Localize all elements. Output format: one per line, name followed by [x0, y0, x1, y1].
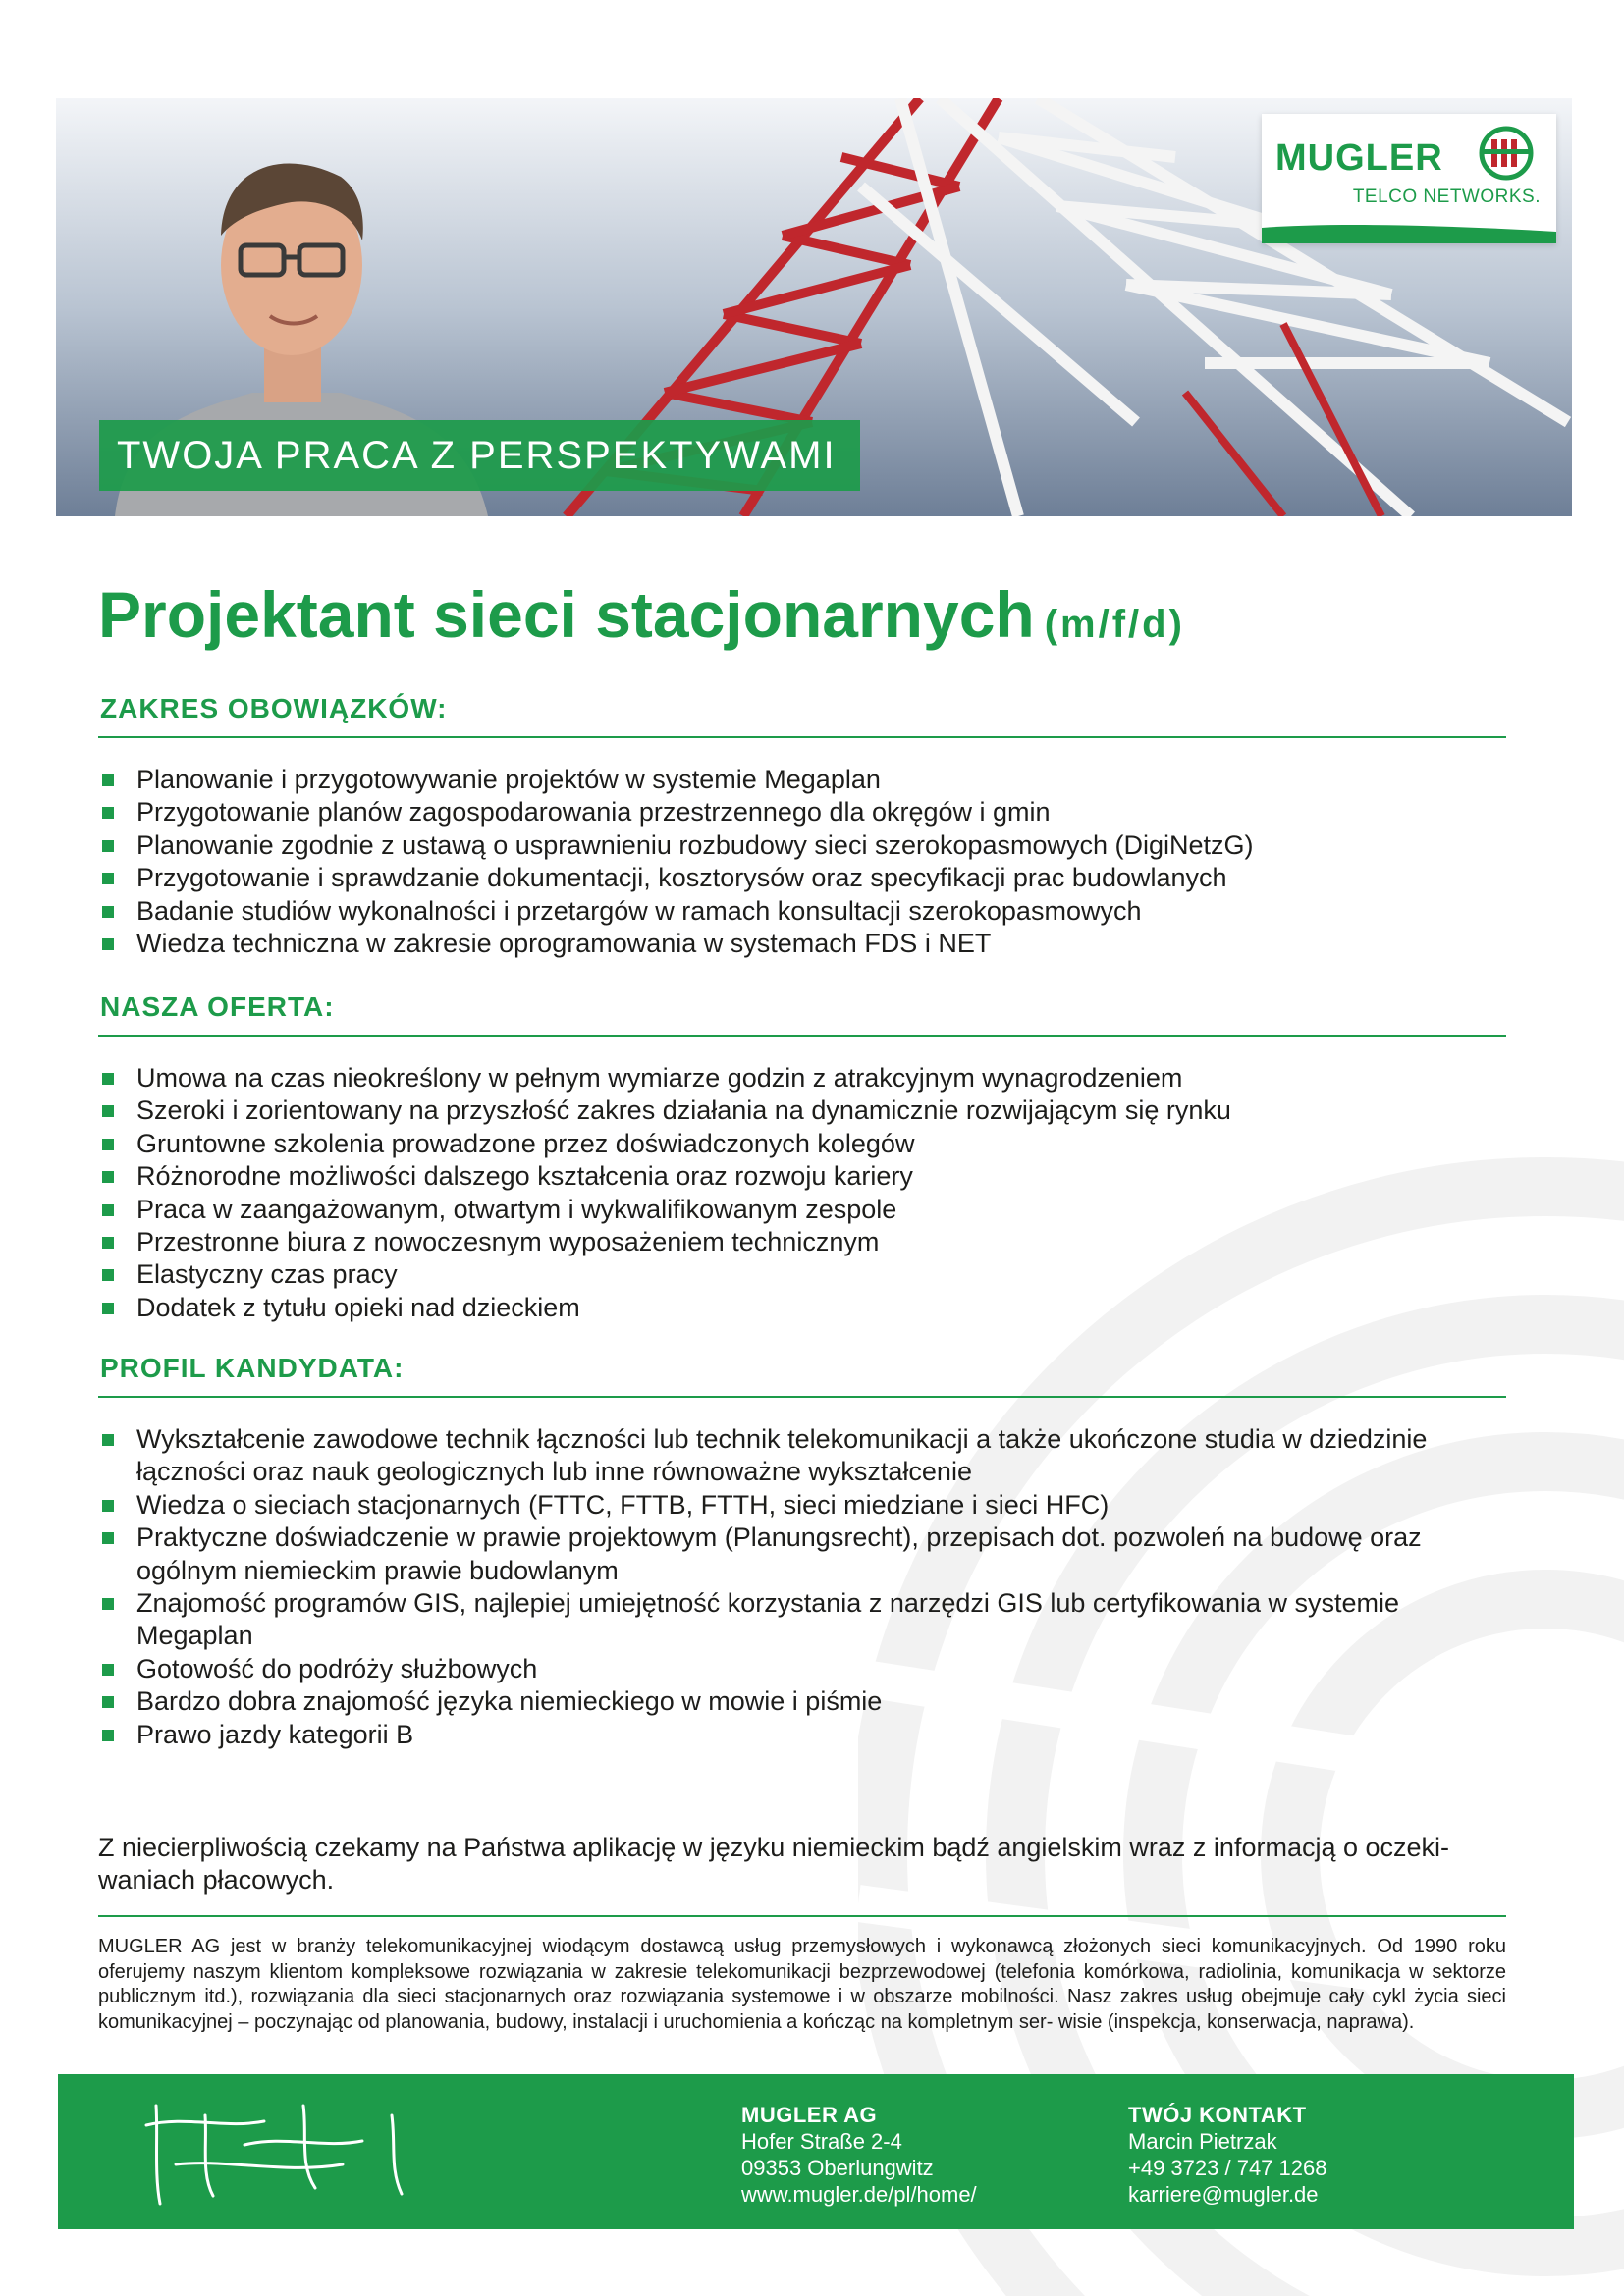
logo-globe-icon	[1470, 126, 1543, 181]
logo-swoosh	[1262, 214, 1556, 243]
hero-image	[56, 98, 1572, 516]
company-city: 09353 Oberlungwitz	[741, 2156, 934, 2180]
list-item: Dodatek z tytułu opieki nad dzieckiem	[98, 1292, 1506, 1324]
list-item: Elastyczny czas pracy	[98, 1258, 1506, 1291]
logo-wordmark: MUGLER	[1275, 137, 1443, 179]
header-banner: TWOJA PRACA Z PERSPEKTYWAMI	[99, 420, 860, 491]
company-street: Hofer Straße 2-4	[741, 2129, 902, 2154]
section-heading: ZAKRES OBOWIĄZKÓW:	[98, 693, 1506, 738]
contact-email-link[interactable]: karriere@mugler.de	[1128, 2182, 1319, 2207]
contact-phone[interactable]: +49 3723 / 747 1268	[1128, 2156, 1327, 2180]
company-about: MUGLER AG jest w branży telekomunikacyjnej wiodącym dostawcą usług przemysłowych i wykonawcą złożonych sieci komunikacyjnych. Od 1990 roku oferujemy naszym klientom kompleksowe rozwiązania w zakresie telekomunikacji bezprzewodowej (telefonia komórkowa, radiolinia, komunikacja w sektorze publicznym itd.), rozwiązania dla sieci stacjonarnych oraz rozwiązania systemowe i w obszarze mobilności. Nasz zakres usług obejmuje cały cykl życia sieci komunikacyjnej – poczynając od planowania, budowy, instalacji i uruchomienia a kończąc na kompletnym ser- wisie (inspekcja, konserwacja, naprawa).	[98, 1915, 1506, 2035]
list-item: Praca w zaangażowanym, otwartym i wykwalifikowanym zespole	[98, 1194, 1506, 1226]
job-title-text: Projektant sieci stacjonarnych	[98, 578, 1035, 651]
job-title	[98, 577, 1185, 652]
contact-heading: TWÓJ KONTAKT	[1128, 2103, 1307, 2127]
list-item: Planowanie zgodnie z ustawą o usprawnieniu rozbudowy sieci szerokopasmowych (DigiNetzG)	[98, 829, 1506, 862]
list-item: Prawo jazdy kategorii B	[98, 1719, 1492, 1751]
contact-person: Marcin Pietrzak	[1128, 2129, 1277, 2154]
job-title-suffix: (m/f/d)	[1044, 603, 1185, 646]
footer-company	[741, 2102, 977, 2208]
list-item: Gruntowne szkolenia prowadzone przez doświadczonych kolegów	[98, 1128, 1506, 1160]
logo-tagline: TELCO NETWORKS.	[1352, 187, 1541, 207]
section-profile	[98, 1353, 1506, 1751]
list-item: Przygotowanie planów zagospodarowania przestrzennego dla okręgów i gmin	[98, 796, 1506, 828]
section-offer	[98, 991, 1506, 1324]
list-item: Różnorodne możliwości dalszego kształcenia oraz rozwoju kariery	[98, 1160, 1506, 1193]
section-duties	[98, 693, 1506, 960]
list-item: Planowanie i przygotowywanie projektów w systemie Megaplan	[98, 764, 1506, 796]
list-item: Przygotowanie i sprawdzanie dokumentacji, kosztorysów oraz specyfikacji prac budowlanych	[98, 862, 1506, 894]
list-item: Przestronne biura z nowoczesnym wyposażeniem technicznym	[98, 1226, 1506, 1258]
footer-bar	[58, 2074, 1574, 2229]
footer-contact	[1128, 2102, 1326, 2208]
section-heading: PROFIL KANDYDATA:	[98, 1353, 1506, 1398]
signature-scribble	[97, 2086, 510, 2217]
list-item: Wykształcenie zawodowe technik łączności lub technik telekomunikacji a także ukończone studia w dziedzinie łączności oraz nauk geologicznych lub inne równoważne wykształcenie	[98, 1423, 1492, 1489]
list-item: Praktyczne doświadczenie w prawie projektowym (Planungsrecht), przepisach dot. pozwoleń na budowę oraz ogólnym niemieckim prawie budowlanym	[98, 1522, 1492, 1587]
company-heading: MUGLER AG	[741, 2103, 878, 2127]
section-heading: NASZA OFERTA:	[98, 991, 1506, 1037]
list-item: Umowa na czas nieokreślony w pełnym wymiarze godzin z atrakcyjnym wynagrodzeniem	[98, 1062, 1506, 1095]
list-item: Bardzo dobra znajomość języka niemieckiego w mowie i piśmie	[98, 1685, 1492, 1718]
list-item: Wiedza o sieciach stacjonarnych (FTTC, FTTB, FTTH, sieci miedziane i sieci HFC)	[98, 1489, 1492, 1522]
offer-list	[98, 1062, 1506, 1324]
mugler-logo	[1262, 114, 1556, 243]
company-website-link[interactable]: www.mugler.de/pl/home/	[741, 2182, 977, 2207]
profile-list	[98, 1423, 1492, 1751]
list-item: Wiedza techniczna w zakresie oprogramowania w systemach FDS i NET	[98, 928, 1506, 960]
list-item: Szeroki i zorientowany na przyszłość zakres działania na dynamicznie rozwijającym się rynku	[98, 1095, 1506, 1127]
list-item: Gotowość do podróży służbowych	[98, 1653, 1492, 1685]
list-item: Badanie studiów wykonalności i przetargów w ramach konsultacji szerokopasmowych	[98, 895, 1506, 928]
list-item: Znajomość programów GIS, najlepiej umiejętność korzystania z narzędzi GIS lub certyfikowania w systemie Megaplan	[98, 1587, 1492, 1653]
closing-text: Z niecierpliwością czekamy na Państwa aplikację w języku niemieckim bądź angielskim wraz z informacją o oczeki- waniach płacowych.	[98, 1833, 1450, 1896]
duties-list	[98, 764, 1506, 960]
